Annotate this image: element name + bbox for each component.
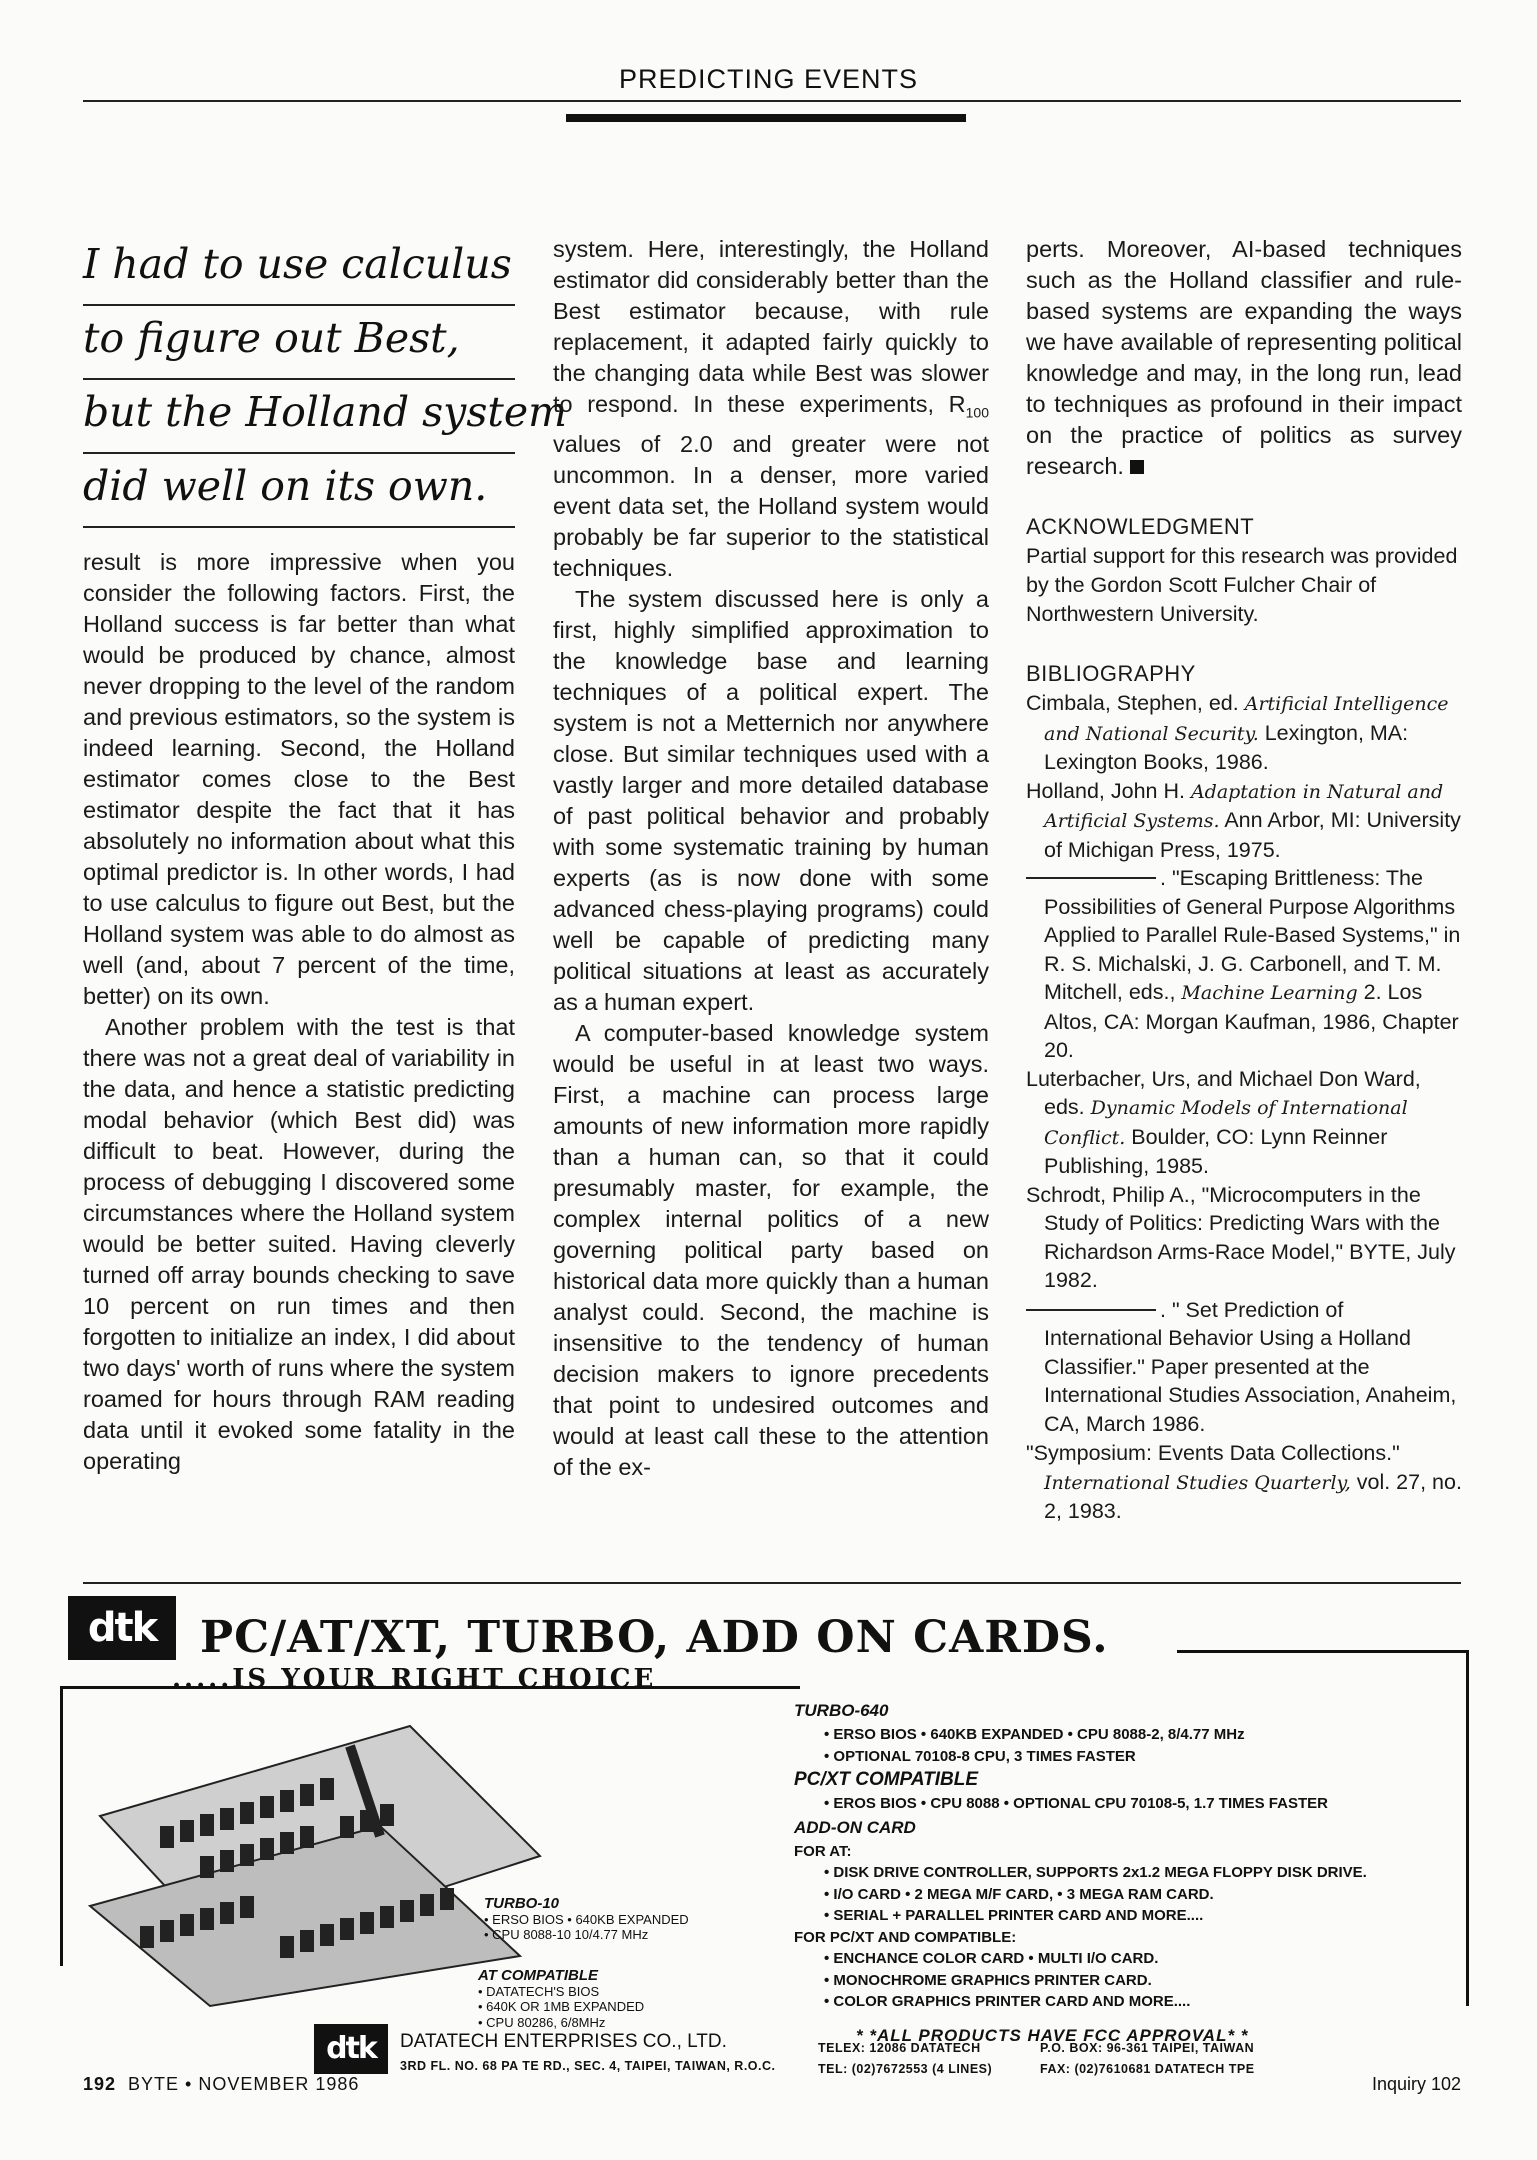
circuit-board-icon xyxy=(80,1706,550,2006)
bibliography xyxy=(1026,689,1462,1526)
bib-entry: Cimbala, Stephen, ed. Artificial Intelligence and National Security. Lexington, MA: Lexington Books, 1986. xyxy=(1026,691,1449,774)
bibliography-heading: BIBLIOGRAPHY xyxy=(1026,661,1196,686)
subscript: 100 xyxy=(965,404,989,421)
article-column-2 xyxy=(553,234,989,1483)
running-head: PREDICTING EVENTS xyxy=(618,64,919,94)
paragraph: The system discussed here is only a first, highly simplified approximation to the knowledge base and learning techniques of a political expert. The system is not a Metternich nor anywhere close. But similar techniques used with a vastly larger and more detailed database of past political behavior and probably with some systematic training by human experts (as is now done with some advanced chess-playing programs) could well be capable of predicting many political situations at least as accurately as a human expert. xyxy=(553,585,989,1015)
product-feature: • SERIAL + PARALLEL PRINTER CARD AND MORE.... xyxy=(824,1907,1204,1924)
inquiry-number: Inquiry 102 xyxy=(1371,2074,1461,2094)
product-feature: • DISK DRIVE CONTROLLER, SUPPORTS 2x1.2 MEGA FLOPPY DISK DRIVE. xyxy=(824,1864,1367,1881)
dtk-logo: dtk xyxy=(68,1596,176,1660)
pull-quote xyxy=(83,232,567,528)
product-title: PC/XT COMPATIBLE xyxy=(794,1769,979,1790)
pull-quote-line: did well on its own. xyxy=(83,454,515,528)
dtk-logo-small: dtk xyxy=(314,2024,388,2074)
company-block xyxy=(400,2030,776,2078)
product-group: FOR PC/XT AND COMPATIBLE: xyxy=(794,1928,1017,1946)
ad-headline: PC/AT/XT, TURBO, ADD ON CARDS. xyxy=(200,1612,1109,1663)
header-rule xyxy=(83,100,1461,102)
bib-entry: "Symposium: Events Data Collections." International Studies Quarterly, vol. 27, no. 2, 1983. xyxy=(1026,1441,1462,1523)
end-mark-icon xyxy=(1130,460,1144,474)
paragraph: system. Here, interestingly, the Holland estimator did considerably better than the Best estimator because, with rule replacement, it adapted fairly quickly to the changing data while Best was slower to respond. In these experiments, $R_{100}$ values of 2.0 and greater were not uncommon. In a denser, more varied event data set, the Holland system would probably be far superior to the statistical techniques. xyxy=(553,236,989,581)
product-feature: • ERSO BIOS • 640KB EXPANDED • CPU 8088-2, 8/4.77 MHz xyxy=(824,1726,1245,1743)
ad-frame xyxy=(60,1686,63,1966)
article-column-1 xyxy=(83,547,515,1477)
paragraph: result is more impressive when you consider the following factors. First, the Holland success is far better than what would be produced by chance, almost never dropping to the level of the random and previous estimators, so the system is indeed learning. Second, the Holland estimator comes close to the Best estimator despite the fact that it has absolutely no information about what this optimal predictor is. In other words, I had to use calculus to figure out Best, but the Holland system was able to do almost as well (and, about 7 percent of the time, better) on its own. xyxy=(83,549,515,1009)
ditto-rule xyxy=(1026,1309,1156,1311)
bib-entry: . "Escaping Brittleness: The Possibilities of General Purpose Algorithms Applied to Parallel Rule-Based Systems," in R. S. Michalski, J. G. Carbonell, and T. M. Mitchell, eds., Machine Learning 2. Los Altos, CA: Morgan Kaufman, 1986, Chapter 20. xyxy=(1026,864,1462,1065)
fcc-approval: * *ALL PRODUCTS HAVE FCC APPROVAL* * xyxy=(856,2025,1249,2045)
product-feature: • COLOR GRAPHICS PRINTER CARD AND MORE.... xyxy=(824,1993,1191,2010)
pull-quote-line: to figure out Best, xyxy=(83,306,515,380)
product-feature: • I/O CARD • 2 MEGA M/F CARD, • 3 MEGA RAM CARD. xyxy=(824,1885,1214,1903)
bib-entry: . " Set Prediction of International Behavior Using a Holland Classifier." Paper presented at the International Studies Association, Anaheim, CA, March 1986. xyxy=(1026,1296,1462,1440)
contact-right: P.O. BOX: 96-361 TAIPEI, TAIWAN FAX: (02)7610681 DATATECH TPE xyxy=(1040,2041,1255,2076)
pull-quote-line: but the Holland system xyxy=(83,380,515,454)
product-feature: • ENCHANCE COLOR CARD • MULTI I/O CARD. xyxy=(824,1950,1159,1967)
product-title: ADD-ON CARD xyxy=(794,1817,916,1837)
paragraph: perts. Moreover, AI-based techniques such as the Holland classifier and rule-based systems are expanding the ways we have available of representing political knowledge and may, in the long run, lead to techniques as profound in their impact on the practice of politics as survey research. xyxy=(1026,236,1462,479)
ad-separator xyxy=(83,1582,1461,1584)
magazine-issue: BYTE • NOVEMBER 1986 xyxy=(128,2074,360,2094)
advertisement xyxy=(60,1594,1480,2094)
product-title: TURBO-640 xyxy=(794,1701,889,1720)
company-name: DATATECH ENTERPRISES CO., LTD. xyxy=(400,2031,727,2052)
turbo-10-label: TURBO-10 • ERSO BIOS • 640KB EXPANDED • CPU 8088-10 10/4.77 MHz xyxy=(484,1895,689,1942)
bib-entry: Holland, John H. Adaptation in Natural and Artificial Systems. Ann Arbor, MI: University of Michigan Press, 1975. xyxy=(1026,778,1461,862)
ad-subhead: .....IS YOUR RIGHT CHOICE xyxy=(172,1664,657,1694)
ditto-rule xyxy=(1026,877,1156,879)
pull-quote-line: I had to use calculus xyxy=(83,232,515,306)
ad-product-list xyxy=(794,1698,1474,2046)
article-column-3 xyxy=(1026,234,1462,1526)
header-bar xyxy=(566,114,966,122)
product-feature: • OPTIONAL 70108-8 CPU, 3 TIMES FASTER xyxy=(824,1747,1136,1765)
paragraph: A computer-based knowledge system would be useful in at least two ways. First, a machine can process large amounts of new information more rapidly than a human can, so that it could presumably master, for example, the complex internal politics of a new governing political party based on historical data more quickly than a human analyst could. Second, the machine is insensitive to the tendency of human decision makers to ignore precedents that point to undesired outcomes and would at least call these to the attention of the ex- xyxy=(553,1019,989,1480)
company-address: 3RD FL. NO. 68 PA TE RD., SEC. 4, TAIPEI, TAIWAN, R.O.C. xyxy=(400,2059,776,2073)
circuit-board-image xyxy=(80,1706,550,2006)
bib-entry: Luterbacher, Urs, and Michael Don Ward, eds. Dynamic Models of International Conflict. Boulder, CO: Lynn Reinner Publishing, 1985. xyxy=(1026,1066,1421,1178)
bib-entry: Schrodt, Philip A., "Microcomputers in the Study of Politics: Predicting Wars with the Richardson Arms-Race Model," BYTE, July 1982. xyxy=(1026,1182,1456,1292)
page-number: 192 xyxy=(83,2074,117,2094)
paragraph: Another problem with the test is that there was not a great deal of variability in the data, and hence a statistic predicting modal behavior (which Best did) was difficult to beat. However, during the process of debugging I discovered some circumstances where the Holland system would be better suited. Having cleverly turned off array bounds checking to save 10 percent on run times and then forgotten to initialize an index, I did about two days' worth of runs where the system roamed for hours through RAM reading data until it evoked some fatality in the operating xyxy=(83,1014,515,1474)
product-group: FOR AT: xyxy=(794,1842,852,1860)
at-compatible-label: AT COMPATIBLE • DATATECH'S BIOS • 640K OR 1MB EXPANDED • CPU 80286, 6/8MHz xyxy=(478,1967,645,2030)
footer-folio xyxy=(83,2074,359,2095)
contact-left: TELEX: 12086 DATATECH TEL: (02)7672553 (4 LINES) xyxy=(818,2041,993,2076)
product-feature: • MONOCHROME GRAPHICS PRINTER CARD. xyxy=(824,1971,1152,1989)
ad-frame xyxy=(1177,1650,1469,1653)
acknowledgment-heading: ACKNOWLEDGMENT xyxy=(1026,514,1255,539)
product-feature: • EROS BIOS • CPU 8088 • OPTIONAL CPU 70108-5, 1.7 TIMES FASTER xyxy=(824,1795,1328,1812)
acknowledgment-text: Partial support for this research was provided by the Gordon Scott Fulcher Chair of Northwestern University. xyxy=(1026,544,1458,626)
